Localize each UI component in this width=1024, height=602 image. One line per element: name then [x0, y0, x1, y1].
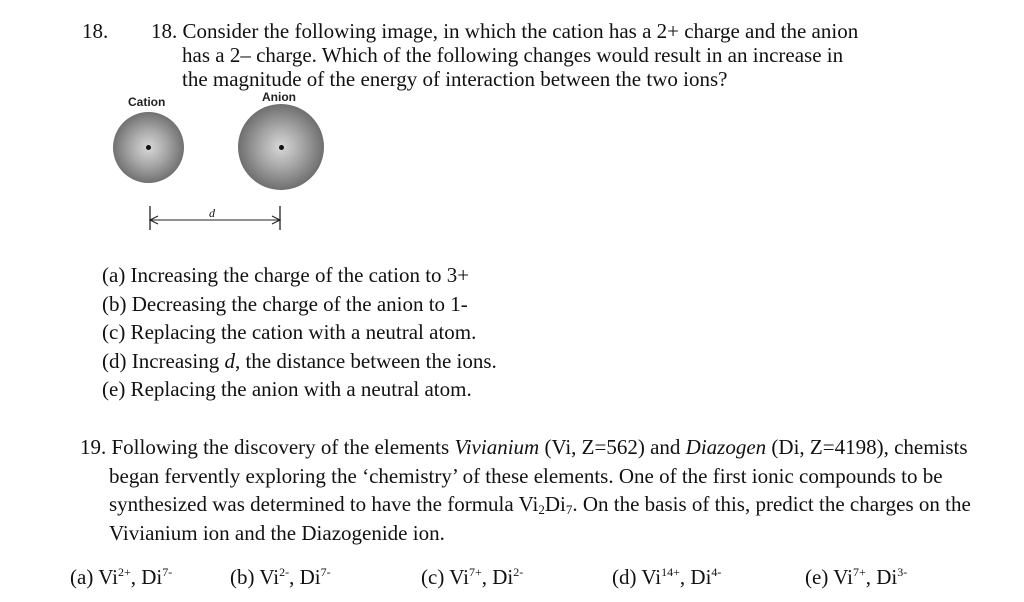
q19-option-d-vi-charge: 14+: [661, 565, 680, 579]
q19-option-d-vi: Vi: [641, 565, 662, 589]
q19-option-d: [612, 565, 721, 590]
q19-line-3-a: synthesized was determined to have the formula Vi: [109, 492, 539, 516]
q19-option-a-letter: (a): [70, 565, 94, 589]
cation-label: Cation: [128, 95, 166, 109]
q19-line-1-a: 19. Following the discovery of the elements: [80, 435, 455, 459]
q19-option-c-di: , Di: [481, 565, 514, 589]
q19-option-e-vi-charge: 7+: [852, 565, 866, 579]
q19-line-1-b: (Vi, Z=562) and: [539, 435, 686, 459]
q19-diazogen: Diazogen: [685, 435, 767, 459]
q19-option-e-letter: (e): [805, 565, 829, 589]
q19-option-a-vi: Vi: [98, 565, 118, 589]
anion-nucleus-dot: [279, 145, 284, 150]
q19-option-a-vi-charge: 2+: [117, 565, 131, 579]
q19-formula-sub-2: 7: [565, 502, 573, 517]
q19-option-d-letter: (d): [612, 565, 637, 589]
anion-label: Anion: [262, 90, 296, 104]
question-18-options: [102, 263, 497, 406]
q19-option-d-di: , Di: [679, 565, 712, 589]
q19-option-c: [421, 565, 523, 590]
q18-stem-line-1: 18. Consider the following image, in which the cation has a 2+ charge and the anion: [151, 19, 859, 43]
q19-option-e: [805, 565, 907, 590]
q19-option-b-di: , Di: [289, 565, 321, 589]
q19-option-e-di: , Di: [865, 565, 898, 589]
q19-option-a-di: , Di: [130, 565, 163, 589]
q19-option-a: [70, 565, 172, 590]
q18-option-d-rest: , the distance between the ions.: [234, 348, 497, 373]
q18-option-d-text: (d) Increasing: [102, 348, 220, 373]
q18-option-d-var: d: [224, 348, 235, 373]
q19-option-b-vi: Vi: [259, 565, 280, 589]
q19-option-b: [230, 565, 331, 590]
q19-option-b-letter: (b): [230, 565, 255, 589]
q19-line-1-c: (Di, Z=4198), chemists: [766, 435, 968, 459]
q18-option-a: (a) Increasing the charge of the cation to 3+: [102, 263, 470, 287]
q18-option-e: (e) Replacing the anion with a neutral atom.: [102, 377, 472, 401]
q19-option-a-di-charge: 7-: [162, 565, 173, 579]
distance-label: d: [209, 206, 215, 220]
q18-option-d: [102, 349, 497, 378]
question-18-number: 18.: [82, 19, 109, 43]
q19-option-b-di-charge: 7-: [320, 565, 331, 579]
q19-option-e-vi: Vi: [833, 565, 853, 589]
q19-line-3: [80, 492, 971, 521]
q19-line-3-c: . On the basis of this, predict the charges on the: [572, 492, 971, 516]
q19-option-d-di-charge: 4-: [711, 565, 722, 579]
distance-arrow: [140, 200, 290, 240]
q19-option-b-vi-charge: 2-: [279, 565, 290, 579]
q19-line-4: Vivianium ion and the Diazogenide ion.: [109, 520, 445, 545]
q19-option-e-di-charge: 3-: [897, 565, 908, 579]
cation-nucleus-dot: [146, 145, 151, 150]
q18-option-b: (b) Decreasing the charge of the anion to 1-: [102, 291, 468, 316]
q19-line-1: [80, 435, 971, 464]
q19-option-c-vi-charge: 7+: [468, 565, 482, 579]
q19-option-c-di-charge: 2-: [513, 565, 524, 579]
q18-option-c: (c) Replacing the cation with a neutral atom.: [102, 320, 477, 344]
question-18-stem: [151, 19, 858, 91]
q19-line-2: began fervently exploring the ‘chemistry’ of these elements. One of the first ionic compounds to be: [109, 463, 943, 488]
q18-stem-line-3: the magnitude of the energy of interaction between the two ions?: [182, 67, 728, 91]
question-19-stem: [80, 435, 971, 549]
q19-formula-sub-1: 2: [538, 502, 545, 517]
q18-stem-line-2: has a 2– charge. Which of the following changes would result in an increase in: [182, 43, 844, 67]
q19-option-c-vi: Vi: [449, 565, 469, 589]
q19-line-3-b: Di: [544, 492, 566, 516]
q19-option-c-letter: (c): [421, 565, 445, 589]
q19-vivianium: Vivianium: [454, 435, 540, 459]
